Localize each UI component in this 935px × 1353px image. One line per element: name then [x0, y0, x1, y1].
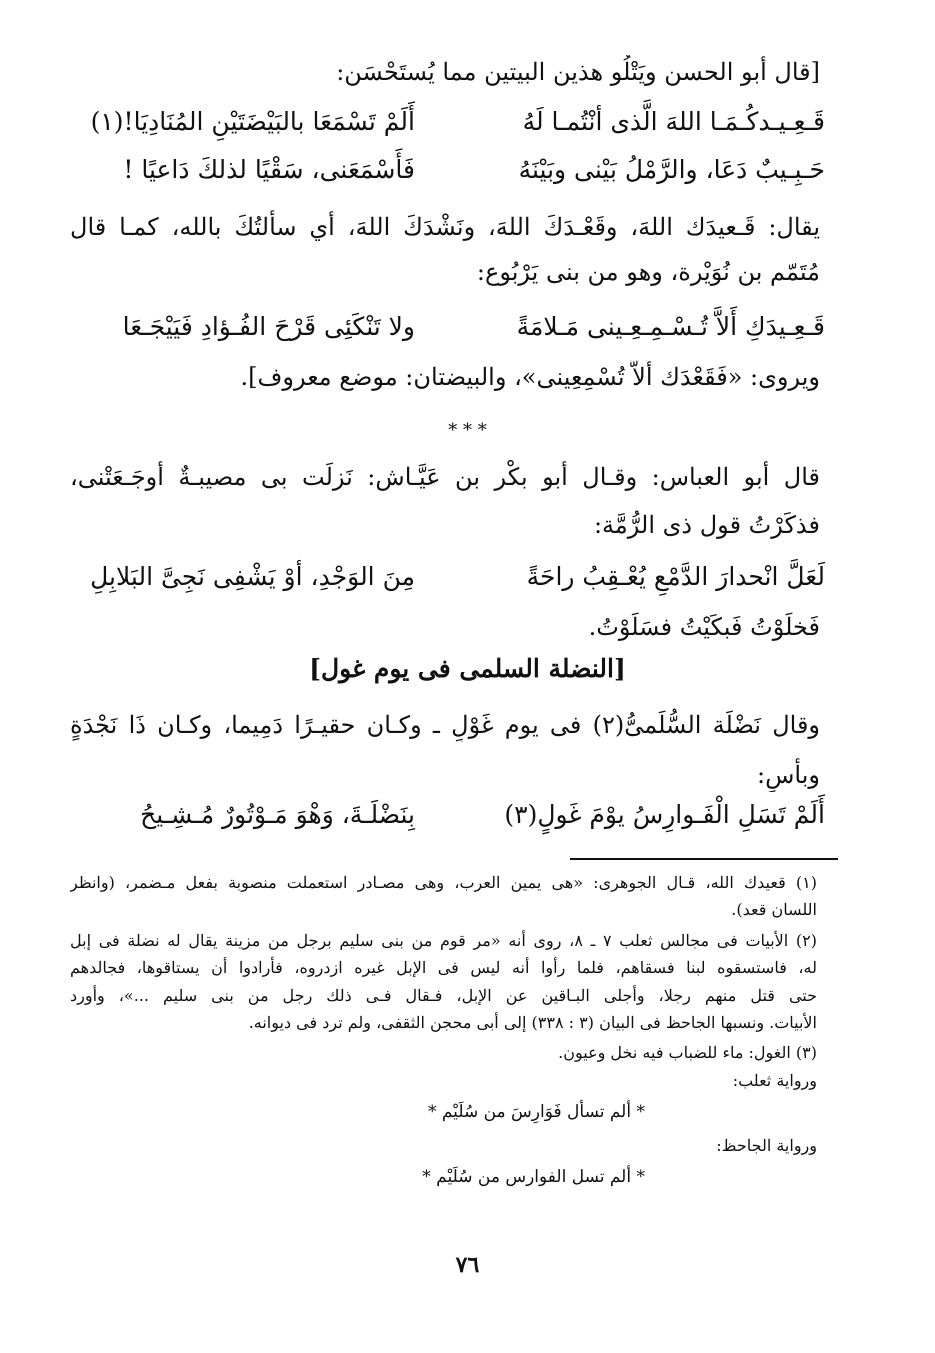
- footnote-line: ورواية ثعلب:: [732, 1071, 817, 1090]
- verse-first-hemistich: لَعَلَّ انْحدارَ الدَّمْعِ يُعْـقِبُ راحَةً: [526, 562, 825, 591]
- footnote-verse: * ألم تسل الفوارس من سُلَيْم *: [422, 1167, 645, 1187]
- footnote-line: الأبيات. ونسبها الجاحظ فى البيان (٣ : ٣٣٨) إلى أبى محجن الثقفى، ولم ترد فى ديوانه.: [248, 1013, 817, 1032]
- text-line: يقال: قَـعيدَك اللهَ، وقَعْـدَكَ اللهَ، ونَشْدَكَ اللهَ، أي سألتُكَ بالله، كمـا قال: [70, 213, 820, 241]
- verse-second-hemistich: مِنَ الوَجْدِ، أوْ يَشْفِى نَجِىَّ البَلابِلِ: [90, 562, 415, 591]
- verse-second-hemistich: أَلَمْ تَسْمَعَا بالبَيْضَتَيْنِ المُنَادِيَا!(١): [90, 107, 415, 136]
- section-separator: * * *: [448, 420, 487, 441]
- text-line: وبأسٍ:: [757, 761, 820, 789]
- verse-first-hemistich: أَلَمْ تَسَلِ الْفَـوارِسُ يوْمَ غَولٍ(٣): [504, 800, 825, 829]
- footnote-line: حتى قتل منهم رجلا، وأجلى البـاقين عن الإبل، فـقال فـى ذلك رجل من بنى سليم ...»، وأورد: [70, 986, 817, 1005]
- footnote-line: اللسان قعد).: [731, 900, 817, 919]
- verse-first-hemistich: قَـعِـيدَكِ أَلاَّ تُـسْـمِـعِـينى مَـلامَةً: [516, 312, 825, 341]
- text-line: [قال أبو الحسن ويَتْلُو هذين البيتين مما يُستَحْسَن:: [336, 58, 820, 86]
- footnote-line: ورواية الجاحظ:: [716, 1136, 817, 1155]
- page-number: ٧٦: [455, 1252, 480, 1278]
- footnote-line: (٣) الغول: ماء للضباب فيه نخل وعيون.: [558, 1043, 817, 1062]
- text-line: فذكَرْتُ قول ذى الرُّمَّة:: [593, 511, 820, 539]
- text-line: فَخلَوْتُ فَبكَيْتُ فسَلَوْتُ.: [588, 613, 820, 641]
- footnote-line: (٢) الأبيات فى مجالس ثعلب ٧ ـ ٨، روى أنه «مر قوم من بنى سليم برجل من مزينة يقال له نضلة فى إبل: [70, 931, 817, 950]
- text-line: وقال نَضْلَة السُّلَمىُّ(٢) فى يوم غَوْلٍ ـ وكـان حقيـرًا دَمِيما، وكـان ذَا نَجْدَةٍ: [70, 711, 820, 739]
- text-line: مُتَمّم بن نُوَيْرة، وهو من بنى يَرْبُوع:: [476, 258, 820, 286]
- verse-second-hemistich: فَأَسْمَعَنى، سَقْيًا لذلكَ دَاعيًا !: [123, 155, 415, 184]
- verse-second-hemistich: بِنَضْلَـةَ، وَهْوَ مَـوْتُورٌ مُـشِـيحُ: [140, 800, 415, 829]
- footnote-line: (١) قعيدك الله، قـال الجوهرى: «هى يمين العرب، وهى مصـادر استعملت منصوبة بفعل مـضمر، (وانظر: [70, 873, 817, 892]
- footnote-verse: * ألم تسأل فَوَارِسَ من سُلَيْم *: [427, 1102, 645, 1122]
- section-heading: [النضلة السلمى فى يوم غول]: [309, 654, 626, 683]
- text-line: قال أبو العباس: وقـال أبو بكْر بن عَيَّـاش: نَزلَت بى مصيبـةٌ أوجَـعَتْنى،: [70, 463, 820, 491]
- verse-second-hemistich: ولا تَنْكَئِى قَرْحَ الفُـؤادِ فَيَيْجَـعَا: [122, 312, 415, 341]
- text-line: ويروى: «فَقَعْدَك أَلاَّ تُسْمِعِينى»، والبيضتان: موضع معروف].: [240, 363, 820, 391]
- footnote-rule: [570, 858, 838, 860]
- footnote-line: له، فاستسقوه لبنا فسقاهم، فلما رأوا أنه ليس فى الإبل غيره ازدروه، فأرادوا أن يستاقوها، فجالدهم: [70, 958, 817, 977]
- verse-first-hemistich: قَـعِـيـدكُـمَـا اللهَ الَّذى أنْتُمـا لَهُ: [522, 107, 825, 136]
- verse-first-hemistich: حَـبِـيبٌ دَعَا، والرَّمْلُ بَيْنى وبَيْنَهُ: [518, 155, 825, 184]
